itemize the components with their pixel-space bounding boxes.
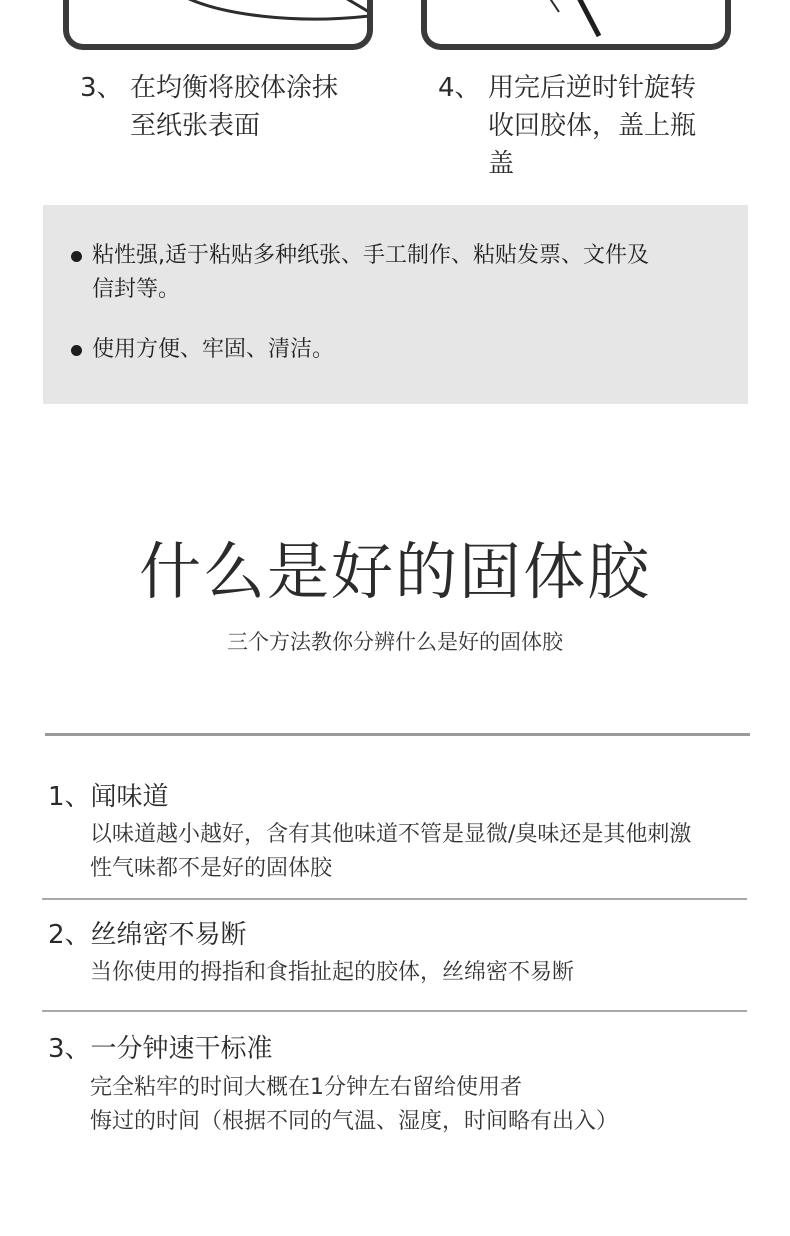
- method-body-line: 性气味都不是好的固体胶: [90, 856, 333, 881]
- method-3-heading: 3、一分钟速干标准: [48, 1034, 273, 1064]
- method-body-line: 悔过的时间（根据不同的气温、湿度，时间略有出入）: [90, 1109, 619, 1134]
- section-subtitle: 三个方法教你分辨什么是好的固体胶: [227, 630, 563, 654]
- feature-text-line: 信封等。: [92, 277, 181, 302]
- feature-box: [43, 205, 748, 404]
- step-4-caption: [438, 69, 758, 189]
- method-1-heading: 1、闻味道: [48, 782, 169, 812]
- feature-item: [71, 333, 731, 369]
- step-text-line: 在均衡将胶体涂抹: [130, 73, 339, 103]
- method-divider: [42, 898, 747, 900]
- feature-text-line: 粘性强,适于粘贴多种纸张、手工制作、粘贴发票、文件及: [92, 243, 649, 268]
- method-3-body: [90, 1071, 750, 1139]
- glue-smear-illustration: [69, 0, 369, 44]
- feature-item: [71, 239, 731, 309]
- bullet-dot-icon: [71, 251, 82, 262]
- method-2-body: [90, 956, 750, 990]
- step-number: 4、: [438, 73, 481, 103]
- bullet-dot-icon: [71, 345, 82, 356]
- section-divider: [45, 733, 750, 736]
- method-1-body: [90, 818, 750, 886]
- glue-stick-illustration: [427, 0, 727, 44]
- step-text-line: 盖: [488, 149, 515, 179]
- step-text-line: 用完后逆时针旋转: [488, 73, 697, 103]
- illustration-frame-step-3: [63, 0, 373, 50]
- illustration-frame-step-4: [421, 0, 731, 50]
- method-2-heading: 2、丝绵密不易断: [48, 920, 247, 950]
- step-3-caption: [80, 69, 380, 149]
- section-title: 什么是好的固体胶: [138, 535, 651, 608]
- method-body-line: 以味道越小越好，含有其他味道不管是显微/臭味还是其他刺激: [90, 822, 692, 847]
- method-body-line: 当你使用的拇指和食指扯起的胶体，丝绵密不易断: [90, 960, 575, 985]
- step-number: 3、: [80, 73, 123, 103]
- step-text-line: 至纸张表面: [130, 111, 261, 141]
- method-divider: [42, 1010, 747, 1012]
- method-body-line: 完全粘牢的时间大概在1分钟左右留给使用者: [90, 1075, 522, 1100]
- step-text-line: 收回胶体，盖上瓶: [488, 111, 697, 141]
- feature-text-line: 使用方便、牢固、清洁。: [92, 337, 335, 362]
